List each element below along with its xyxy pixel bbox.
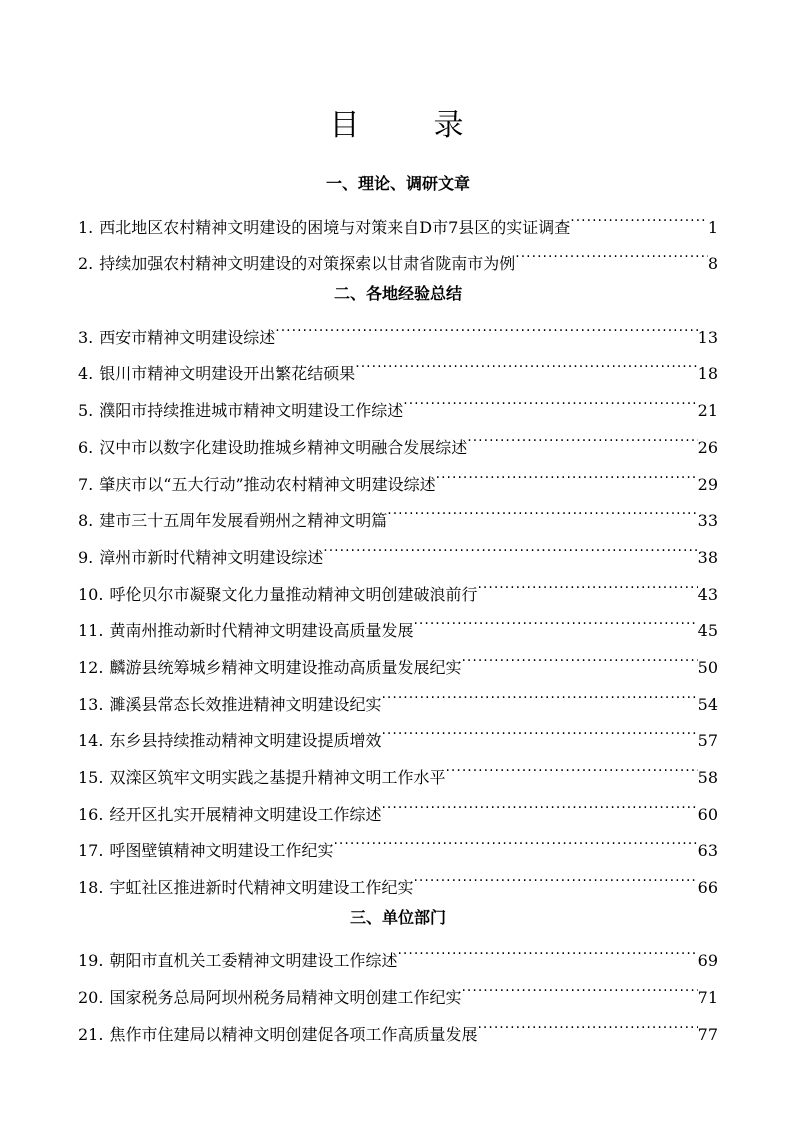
toc-entry[interactable] (78, 245, 718, 274)
entry-page-number: 57 (697, 731, 718, 751)
dot-leader (355, 355, 697, 379)
dot-leader (477, 576, 697, 600)
entry-title: 麟游县统筹城乡精神文明建设推动高质量发展纪实 (109, 657, 462, 677)
toc-entry[interactable] (78, 612, 718, 641)
entry-page-number: 18 (697, 364, 718, 384)
table-of-contents (78, 172, 718, 1053)
entry-number: 7. (78, 474, 94, 494)
section-heading: 一、理论、调研文章 (325, 174, 470, 193)
entry-number: 17. (78, 841, 104, 861)
toc-entry[interactable] (78, 796, 718, 824)
entry-number: 11. (78, 621, 104, 641)
dot-leader (413, 612, 697, 636)
dot-leader (403, 392, 697, 416)
entry-title: 朝阳市直机关工委精神文明建设工作综述 (109, 951, 398, 971)
entry-number: 10. (78, 584, 104, 604)
entry-page-number: 77 (697, 1024, 718, 1044)
entry-number: 12. (78, 657, 104, 677)
toc-entry[interactable] (78, 319, 718, 347)
entry-page-number: 1 (707, 217, 718, 237)
dot-leader (461, 649, 697, 673)
entry-title: 银川市精神文明建设开出繁花结硕果 (99, 364, 356, 384)
entry-page-number: 33 (697, 511, 718, 531)
entry-page-number: 58 (697, 768, 718, 787)
entry-title: 双滦区筑牢文明实践之基提升精神文明工作水平 (109, 768, 446, 787)
entry-title: 国家税务总局阿坝州税务局精神文明创建工作纪实 (109, 988, 462, 1008)
toc-entry[interactable] (78, 759, 718, 787)
entry-page-number: 38 (697, 547, 718, 567)
entry-title: 汉中市以数字化建设助推城乡精神文明融合发展综述 (99, 437, 468, 457)
dot-leader (381, 796, 697, 820)
section-heading: 三、单位部门 (349, 907, 446, 927)
entry-number: 21. (78, 1024, 104, 1044)
dot-leader (397, 942, 697, 966)
entry-number: 1. (78, 217, 94, 237)
entry-title: 肇庆市以“五大行动”推动农村精神文明建设综述 (99, 474, 436, 494)
toc-entry[interactable] (78, 942, 718, 971)
entry-title: 西北地区农村精神文明建设的困境与对策来自D市7县区的实证调查 (99, 217, 571, 237)
entry-number: 3. (78, 327, 94, 347)
entry-number: 9. (78, 547, 94, 567)
dot-leader (387, 502, 697, 526)
toc-entry[interactable] (78, 869, 718, 898)
dot-leader (461, 979, 697, 1003)
toc-entry[interactable] (78, 649, 718, 677)
entry-page-number: 13 (697, 327, 718, 347)
dot-leader (445, 759, 697, 783)
toc-entry[interactable] (78, 979, 718, 1008)
toc-entry[interactable] (78, 502, 718, 531)
entry-page-number: 66 (697, 878, 718, 898)
entry-title: 呼图壁镇精神文明建设工作纪实 (109, 841, 334, 861)
entry-number: 18. (78, 878, 104, 898)
dot-leader (381, 722, 697, 746)
entry-number: 6. (78, 437, 94, 457)
entry-number: 13. (78, 694, 104, 714)
page-title: 目 录 (329, 108, 486, 143)
dot-leader (275, 319, 697, 343)
entry-title: 建市三十五周年发展看朔州之精神文明篇 (99, 511, 388, 531)
entry-page-number: 50 (697, 657, 718, 677)
toc-entry[interactable] (78, 832, 718, 861)
dot-leader (333, 832, 697, 856)
entry-number: 8. (78, 511, 94, 531)
entry-number: 20. (78, 988, 104, 1008)
section-heading: 二、各地经验总结 (333, 284, 462, 304)
dot-leader (477, 1016, 697, 1040)
entry-number: 2. (78, 254, 94, 274)
entry-title: 经开区扎实开展精神文明建设工作综述 (109, 804, 382, 824)
dot-leader (436, 466, 698, 490)
entry-number: 4. (78, 364, 94, 384)
entry-page-number: 29 (697, 474, 718, 494)
entry-number: 14. (78, 731, 104, 751)
toc-entry[interactable] (78, 539, 718, 567)
toc-entry[interactable] (78, 722, 718, 751)
entry-title: 濮阳市持续推进城市精神文明建设工作综述 (99, 401, 404, 421)
entry-title: 濉溪县常态长效推进精神文明建设纪实 (109, 694, 382, 714)
dot-leader (515, 245, 708, 269)
entry-title: 黄南州推动新时代精神文明建设高质量发展 (109, 621, 414, 641)
toc-entry[interactable] (78, 429, 718, 457)
entry-number: 5. (78, 401, 94, 421)
entry-title: 持续加强农村精神文明建设的对策探索以甘肃省陇南市为例 (99, 254, 516, 274)
entry-page-number: 63 (697, 841, 718, 861)
entry-title: 西安市精神文明建设综述 (99, 327, 276, 347)
entry-title: 焦作市住建局以精神文明创建促各项工作高质量发展 (109, 1024, 478, 1044)
toc-entry[interactable] (78, 392, 718, 421)
entry-title: 宇虹社区推进新时代精神文明建设工作纪实 (109, 878, 414, 898)
entry-number: 15. (78, 768, 104, 787)
toc-entry[interactable] (78, 576, 718, 604)
toc-entry[interactable] (78, 355, 718, 384)
entry-title: 呼伦贝尔市凝聚文化力量推动精神文明创建破浪前行 (109, 584, 478, 604)
entry-title: 东乡县持续推动精神文明建设提质增效 (109, 731, 382, 751)
toc-entry[interactable] (78, 686, 718, 714)
dot-leader (467, 429, 697, 453)
entry-page-number: 21 (697, 401, 718, 421)
entry-page-number: 8 (707, 254, 718, 274)
entry-page-number: 43 (697, 584, 718, 604)
entry-page-number: 54 (697, 694, 718, 714)
entry-page-number: 69 (697, 951, 718, 971)
entry-number: 16. (78, 804, 104, 824)
entry-number: 19. (78, 951, 104, 971)
entry-page-number: 71 (697, 988, 718, 1008)
entry-page-number: 26 (697, 437, 718, 457)
entry-page-number: 60 (697, 804, 718, 824)
dot-leader (570, 209, 708, 233)
toc-entry[interactable] (78, 466, 718, 494)
dot-leader (413, 869, 697, 893)
toc-entry[interactable] (78, 1016, 718, 1044)
toc-entry[interactable] (78, 209, 718, 237)
entry-page-number: 45 (697, 621, 718, 641)
dot-leader (323, 539, 697, 563)
entry-title: 漳州市新时代精神文明建设综述 (99, 547, 324, 567)
dot-leader (381, 686, 697, 710)
